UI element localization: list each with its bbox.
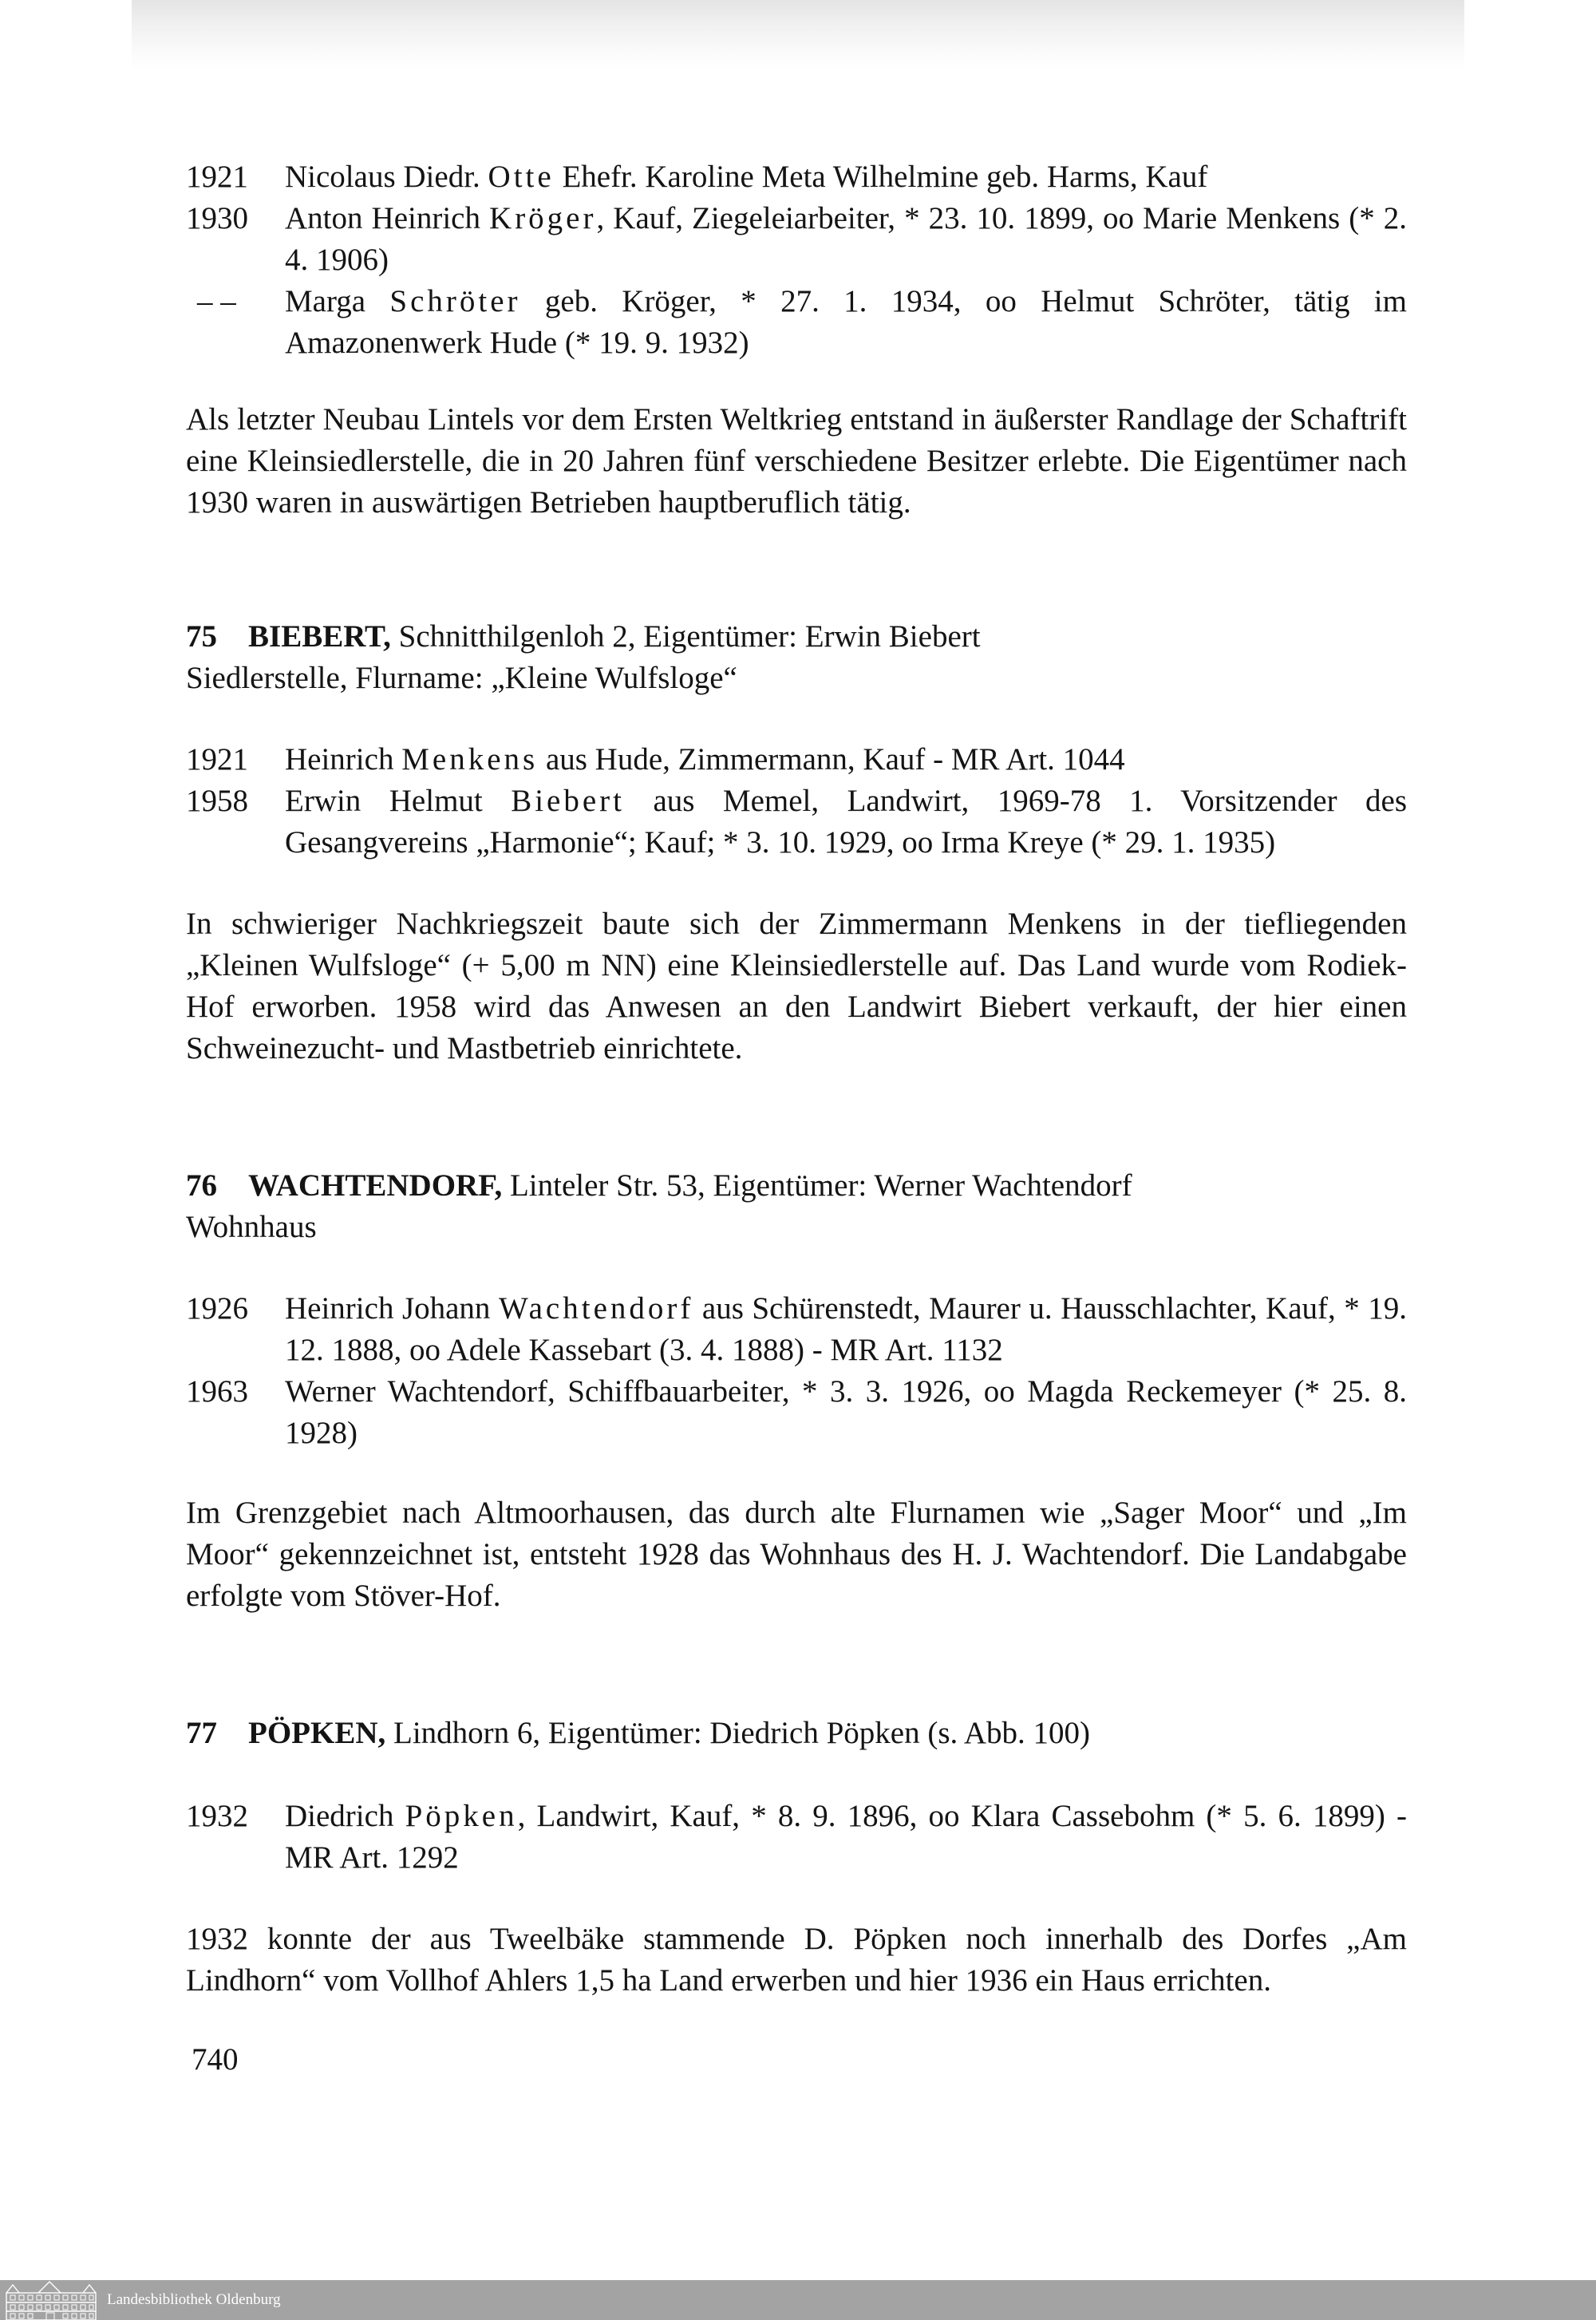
section-74-paragraph: Als letzter Neubau Lintels vor dem Ersten Weltkrieg entstand in äußerster Randlage der Schaftrift eine Kleinsiedlerstelle, die in 20 Jahren fünf verschiedene Besitzer erlebte. Die Eigentümer nach 1930 waren in auswärtigen Betrieben hauptberuflich tätig.: [186, 402, 1407, 520]
entry-year: 1930: [186, 201, 248, 235]
entry-row: [186, 198, 1407, 281]
entry-row: [186, 281, 1407, 364]
entry-row: [186, 1796, 1407, 1879]
entry-year: 1958: [186, 784, 248, 818]
section-75-heading: [186, 616, 1407, 699]
section-name: BIEBERT,: [248, 619, 391, 654]
section-name: WACHTENDORF,: [248, 1168, 503, 1203]
section-74-entries: [186, 156, 1407, 364]
section-number: 75: [186, 619, 217, 654]
entry-row: [186, 156, 1407, 198]
surname-spaced: Kröger: [489, 201, 597, 235]
entry-year: 1926: [186, 1291, 248, 1326]
section-75-paragraph: In schwieriger Nachkriegszeit baute sich der Zimmermann Menkens in der tiefliegenden „Kleinen Wulfsloge“ (+ 5,00 m NN) eine Kleinsiedlerstelle auf. Das Land wurde vom Rodiek-Hof erworben. 1958 wird das Anwesen an den Landwirt Biebert verkauft, der hier einen Schweinezucht- und Mastbetrieb einrichtete.: [186, 907, 1407, 1065]
surname-spaced: Biebert: [511, 784, 625, 818]
page-number: 740: [192, 2042, 239, 2077]
scan-shadow-band: [132, 0, 1464, 72]
section-75-entries: [186, 739, 1407, 864]
entry-row: [186, 1371, 1407, 1454]
library-footer-bar: [0, 2280, 1596, 2320]
surname-spaced: Otte: [488, 160, 555, 194]
section-76-paragraph: Im Grenzgebiet nach Altmoorhausen, das durch alte Flurnamen wie „Sager Moor“ und „Im Moor“ gekennzeichnet ist, entsteht 1928 das Wohnhaus des H. J. Wachtendorf. Die Landabgabe erfolgte vom Stöver-Hof.: [186, 1496, 1407, 1613]
surname-spaced: Pöpken: [405, 1799, 518, 1833]
section-number: 76: [186, 1168, 217, 1203]
entry-row: [186, 1288, 1407, 1371]
section-76-heading: [186, 1165, 1407, 1248]
entry-year: 1932: [186, 1799, 248, 1833]
entry-description: Werner Wachtendorf, Schiffbauarbeiter, * 3. 3. 1926, oo Magda Reckemeyer (* 25. 8. 1928): [285, 1374, 1407, 1450]
entry-row: [186, 781, 1407, 864]
section-address: Schnitthilgenloh 2, Eigentümer: Erwin Biebert: [390, 619, 981, 654]
entry-year: 1921: [186, 742, 248, 777]
section-address: Lindhorn 6, Eigentümer: Diedrich Pöpken (s. Abb. 100): [385, 1716, 1091, 1750]
entry-description: Nicolaus Diedr. Otte Ehefr. Karoline Meta Wilhelmine geb. Harms, Kauf: [285, 160, 1208, 194]
surname-spaced: Menkens: [401, 742, 539, 777]
entry-year: – –: [197, 284, 236, 318]
section-number: 77: [186, 1716, 217, 1750]
section-address: Linteler Str. 53, Eigentümer: Werner Wachtendorf: [502, 1168, 1132, 1203]
surname-spaced: Wachtendorf: [498, 1291, 694, 1326]
entry-year: 1963: [186, 1374, 248, 1409]
entry-year: 1921: [186, 160, 248, 194]
entry-description: Anton Heinrich Kröger, Kauf, Ziegeleiarbeiter, * 23. 10. 1899, oo Marie Menkens (* 2. 4. 1906): [285, 201, 1407, 277]
library-building-icon: [3, 2280, 99, 2320]
entry-description: Heinrich Johann Wachtendorf aus Schürenstedt, Maurer u. Hausschlachter, Kauf, * 19. 12. 1888, oo Adele Kassebart (3. 4. 1888) - MR Art. 1132: [285, 1291, 1407, 1367]
section-76-entries: [186, 1288, 1407, 1454]
entry-description: Heinrich Menkens aus Hude, Zimmermann, Kauf - MR Art. 1044: [285, 742, 1125, 777]
library-name: Landesbibliothek Oldenburg: [107, 2291, 281, 2308]
section-name: PÖPKEN,: [248, 1716, 386, 1750]
entry-row: [186, 739, 1407, 781]
entry-description: Erwin Helmut Biebert aus Memel, Landwirt, 1969-78 1. Vorsitzender des Gesangvereins „Harmonie“; Kauf; * 3. 10. 1929, oo Irma Kreye (* 29. 1. 1935): [285, 784, 1407, 860]
entry-description: Marga Schröter geb. Kröger, * 27. 1. 1934, oo Helmut Schröter, tätig im Amazonenwerk Hude (* 19. 9. 1932): [285, 284, 1407, 360]
entry-description: Diedrich Pöpken, Landwirt, Kauf, * 8. 9. 1896, oo Klara Cassebohm (* 5. 6. 1899) - MR Art. 1292: [285, 1799, 1407, 1875]
surname-spaced: Schröter: [389, 284, 521, 318]
section-77-paragraph: 1932 konnte der aus Tweelbäke stammende D. Pöpken noch innerhalb des Dorfes „Am Lindhorn“ vom Vollhof Ahlers 1,5 ha Land erwerben und hier 1936 ein Haus errichten.: [186, 1922, 1407, 1998]
section-subtitle: Siedlerstelle, Flurname: „Kleine Wulfsloge“: [186, 661, 737, 695]
section-subtitle: Wohnhaus: [186, 1210, 317, 1244]
section-77-entries: [186, 1796, 1407, 1879]
section-77-heading: [186, 1713, 1407, 1754]
